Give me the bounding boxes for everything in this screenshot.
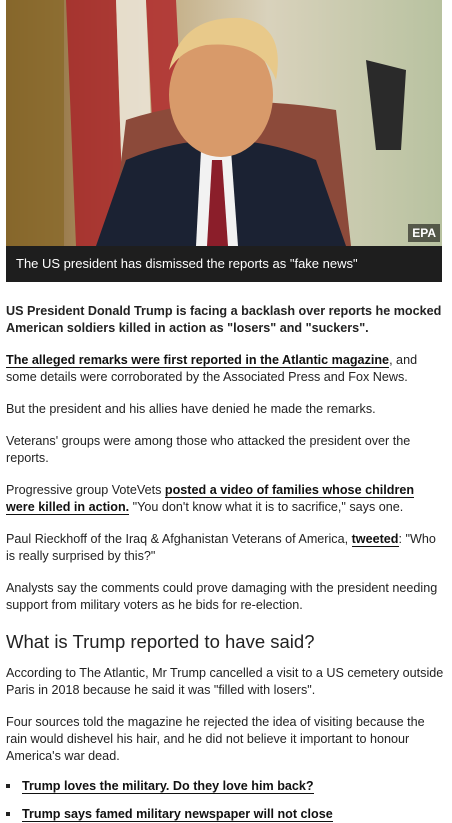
related-link-item[interactable]: [6, 806, 446, 823]
photo-credit: EPA: [408, 224, 440, 242]
paragraph-cemetery: According to The Atlantic, Mr Trump cancelled a visit to a US cemetery outside Paris in 2018 because he said it was "filled with losers".: [6, 666, 444, 697]
related-link[interactable]: Trump says famed military newspaper will not close: [22, 807, 333, 821]
tweeted-link[interactable]: tweeted: [351, 532, 399, 546]
related-link-item[interactable]: [6, 778, 446, 795]
atlantic-report-link[interactable]: The alleged remarks were first reported in the Atlantic magazine: [6, 353, 390, 367]
hero-photo: [6, 0, 442, 246]
paragraph-denial: But the president and his allies have denied he made the remarks.: [6, 402, 376, 416]
related-links-list: [6, 778, 446, 823]
bullet-icon: [6, 812, 10, 816]
related-link[interactable]: Trump loves the military. Do they love him back?: [22, 779, 314, 793]
paragraph-votevets: [6, 482, 446, 516]
paragraph-text: Paul Rieckhoff of the Iraq & Afghanistan Veterans of America,: [6, 532, 352, 546]
paragraph-text: Progressive group VoteVets: [6, 483, 165, 497]
paragraph-atlantic: [6, 352, 446, 386]
paragraph-text: : "Who is really surprised by this?": [6, 532, 436, 563]
section-heading: What is Trump reported to have said?: [6, 631, 315, 652]
votevets-video-link[interactable]: posted a video of families whose children were killed in action.: [6, 483, 415, 514]
photo-caption: The US president has dismissed the reports as "fake news": [6, 246, 442, 282]
bullet-icon: [6, 784, 10, 788]
paragraph-text: "You don't know what it is to sacrifice," says one.: [129, 500, 404, 514]
paragraph-sources: Four sources told the magazine he rejected the idea of visiting because the rain would dishevel his hair, and he did not believe it important to honour America's war dead.: [6, 715, 425, 763]
paragraph-analysts: Analysts say the comments could prove damaging with the president needing support from military voters as he bids for re-election.: [6, 581, 438, 612]
hero-photo-illustration: [6, 0, 442, 246]
article-body: [0, 303, 452, 823]
paragraph-rieckhoff: [6, 531, 446, 565]
paragraph-text: , and some details were corroborated by the Associated Press and Fox News.: [6, 353, 418, 384]
paragraph-veterans: Veterans' groups were among those who attacked the president over the reports.: [6, 434, 411, 465]
hero-figure: [6, 0, 442, 282]
article-intro: US President Donald Trump is facing a backlash over reports he mocked American soldiers killed in action as "losers" and "suckers".: [6, 304, 442, 335]
